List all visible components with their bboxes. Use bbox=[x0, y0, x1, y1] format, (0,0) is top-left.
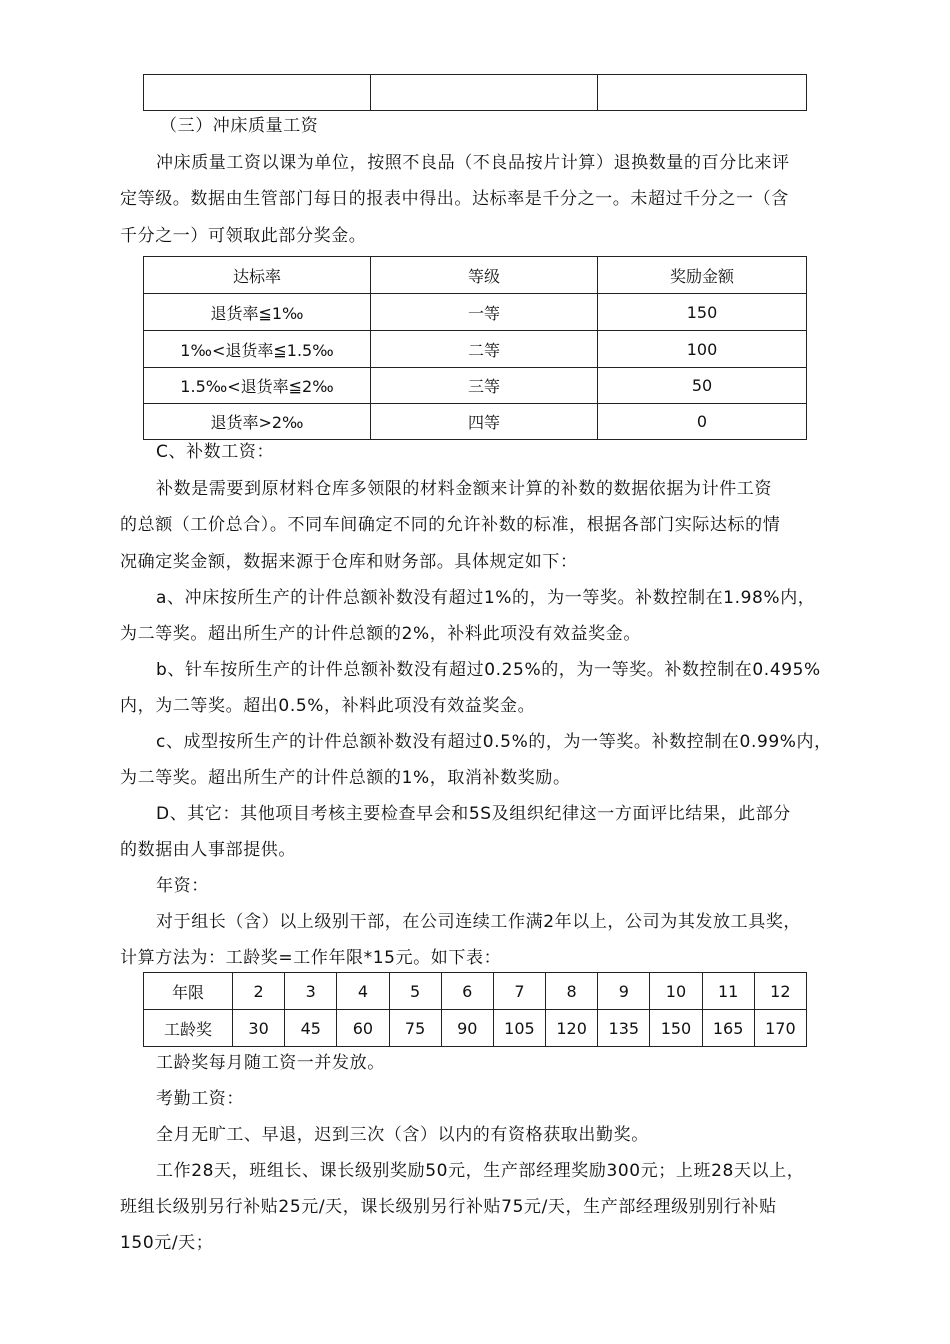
table-cell: 165 bbox=[702, 1010, 754, 1047]
table-cell: 2 bbox=[233, 973, 285, 1010]
table-cell: 二等 bbox=[371, 331, 598, 368]
table-cell: 30 bbox=[233, 1010, 285, 1047]
table-cell: 3 bbox=[285, 973, 337, 1010]
header-cell: 奖励金额 bbox=[598, 257, 807, 294]
paragraph-line: 150元/天； bbox=[120, 1233, 214, 1253]
row-label: 工龄奖 bbox=[144, 1010, 233, 1047]
paragraph-line: 全月无旷工、早退，迟到三次（含）以内的有资格获取出勤奖。 bbox=[156, 1125, 649, 1145]
item-c-line: c、成型按所生产的计件总额补数没有超过0.5%的，为一等奖。补数控制在0.99%内， bbox=[156, 732, 832, 752]
quality-reward-table bbox=[143, 256, 807, 440]
table-cell: 9 bbox=[598, 973, 650, 1010]
table-cell: 12 bbox=[754, 973, 806, 1010]
paragraph-line: 的总额（工价总合）。不同车间确定不同的允许补数的标准，根据各部门实际达标的情 bbox=[120, 515, 781, 535]
header-cell: 达标率 bbox=[144, 257, 371, 294]
row-label: 年限 bbox=[144, 973, 233, 1010]
table-cell: 90 bbox=[441, 1010, 493, 1047]
table-cell: 45 bbox=[285, 1010, 337, 1047]
table-cell bbox=[598, 75, 807, 111]
header-cell: 等级 bbox=[371, 257, 598, 294]
table-cell: 100 bbox=[598, 331, 807, 368]
item-a-line: a、冲床按所生产的计件总额补数没有超过1%的，为一等奖。补数控制在1.98%内， bbox=[156, 588, 816, 608]
paragraph-line: 冲床质量工资以课为单位，按照不良品（不良品按片计算）退换数量的百分比来评 bbox=[156, 153, 790, 173]
paragraph-line: 定等级。数据由生管部门每日的报表中得出。达标率是千分之一。未超过千分之一（含 bbox=[120, 189, 789, 209]
paragraph-line: 班组长级别另行补贴25元/天，课长级别另行补贴75元/天，生产部经理级别别行补贴 bbox=[120, 1197, 777, 1217]
table-cell: 一等 bbox=[371, 294, 598, 331]
table-cell: 7 bbox=[493, 973, 545, 1010]
table-cell: 150 bbox=[650, 1010, 702, 1047]
table-cell: 四等 bbox=[371, 404, 598, 440]
paragraph-line: 千分之一）可领取此部分奖金。 bbox=[120, 226, 367, 246]
table-cell: 三等 bbox=[371, 368, 598, 404]
table-cell: 135 bbox=[598, 1010, 650, 1047]
table-row bbox=[144, 294, 807, 331]
table-row bbox=[144, 368, 807, 404]
table-cell: 1.5‰<退货率≦2‰ bbox=[144, 368, 371, 404]
table-cell: 120 bbox=[546, 1010, 598, 1047]
table-cell: 5 bbox=[389, 973, 441, 1010]
table-header-row bbox=[144, 257, 807, 294]
table-cell: 退货率≦1‰ bbox=[144, 294, 371, 331]
table-cell: 50 bbox=[598, 368, 807, 404]
table-cell: 0 bbox=[598, 404, 807, 440]
seniority-bonus-table bbox=[143, 972, 807, 1047]
table-cell bbox=[144, 75, 371, 111]
item-c-line: 为二等奖。超出所生产的计件总额的1%，取消补数奖励。 bbox=[120, 768, 571, 788]
paragraph-line: 计算方法为：工龄奖=工作年限*15元。如下表： bbox=[120, 948, 502, 968]
table-cell: 75 bbox=[389, 1010, 441, 1047]
paragraph-line: 对于组长（含）以上级别干部，在公司连续工作满2年以上，公司为其发放工具奖， bbox=[156, 912, 802, 932]
item-a-line: 为二等奖。超出所生产的计件总额的2%，补料此项没有效益奖金。 bbox=[120, 624, 641, 644]
section-heading-punch-quality: （三）冲床质量工资 bbox=[160, 116, 319, 136]
section-heading-annual: 年资： bbox=[156, 876, 209, 896]
table-cell: 60 bbox=[337, 1010, 389, 1047]
table-cell: 1‰<退货率≦1.5‰ bbox=[144, 331, 371, 368]
table-cell bbox=[371, 75, 598, 111]
table-cell: 105 bbox=[493, 1010, 545, 1047]
table-row bbox=[144, 331, 807, 368]
table-cell: 8 bbox=[546, 973, 598, 1010]
table-fragment-top bbox=[143, 74, 807, 111]
table-cell: 11 bbox=[702, 973, 754, 1010]
table-cell: 150 bbox=[598, 294, 807, 331]
table-row bbox=[144, 404, 807, 440]
table-cell: 4 bbox=[337, 973, 389, 1010]
table-cell: 退货率>2‰ bbox=[144, 404, 371, 440]
item-b-line: 内，为二等奖。超出0.5%，补料此项没有效益奖金。 bbox=[120, 696, 536, 716]
table-row-bonus bbox=[144, 1010, 807, 1047]
section-d-line: D、其它：其他项目考核主要检查早会和5S及组织纪律这一方面评比结果，此部分 bbox=[156, 804, 791, 824]
table-row-years bbox=[144, 973, 807, 1010]
paragraph-line: 补数是需要到原材料仓库多领限的材料金额来计算的补数的数据依据为计件工资 bbox=[156, 479, 772, 499]
section-heading-attendance: 考勤工资： bbox=[156, 1089, 244, 1109]
table-cell: 10 bbox=[650, 973, 702, 1010]
paragraph-line: 工作28天，班组长、课长级别奖励50元，生产部经理奖励300元；上班28天以上， bbox=[156, 1161, 805, 1181]
seniority-note: 工龄奖每月随工资一并发放。 bbox=[156, 1053, 385, 1073]
table-cell: 170 bbox=[754, 1010, 806, 1047]
section-heading-supplement: C、补数工资： bbox=[156, 442, 275, 462]
table-cell: 6 bbox=[441, 973, 493, 1010]
paragraph-line: 况确定奖金额，数据来源于仓库和财务部。具体规定如下： bbox=[120, 552, 578, 572]
section-d-line: 的数据由人事部提供。 bbox=[120, 840, 296, 860]
item-b-line: b、针车按所生产的计件总额补数没有超过0.25%的，为一等奖。补数控制在0.495% bbox=[156, 660, 821, 680]
